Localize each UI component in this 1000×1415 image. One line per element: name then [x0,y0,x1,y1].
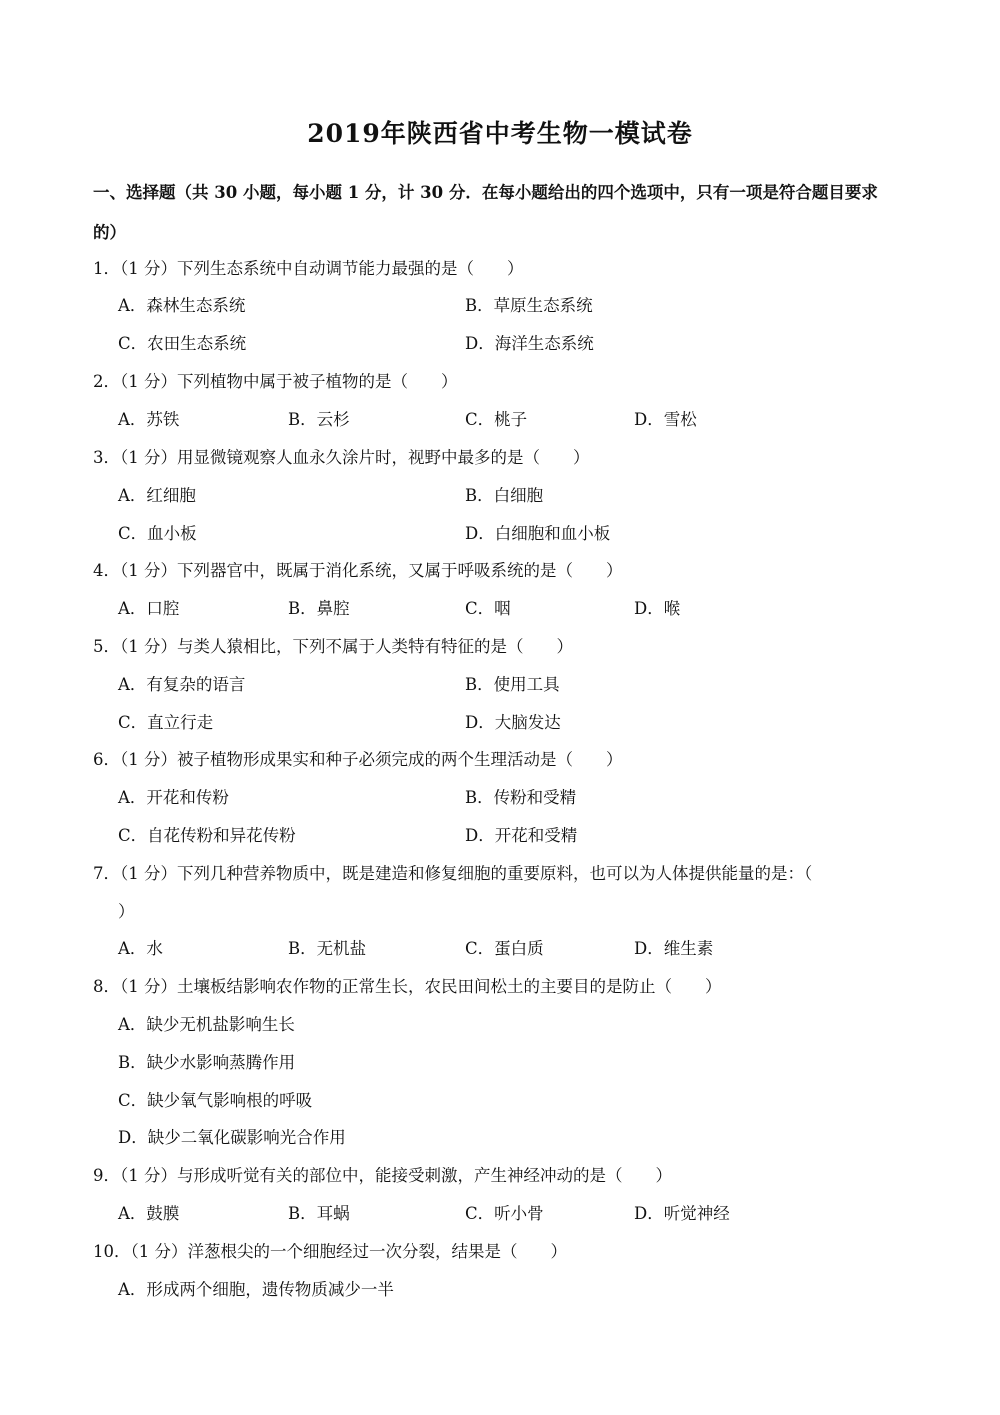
question-5-option-c[interactable]: C．直立行走 [118,713,214,732]
question-6-option-d[interactable]: D．开花和受精 [465,826,578,845]
question-6-option-a[interactable]: A．开花和传粉 [118,788,229,807]
question-4-option-c[interactable]: C．咽 [465,599,511,618]
question-5-option-a[interactable]: A．有复杂的语言 [118,675,246,694]
question-4-option-a[interactable]: A．口腔 [118,599,180,618]
question-8-option-b[interactable]: B．缺少水影响蒸腾作用 [118,1053,296,1072]
question-3-option-c[interactable]: C．血小板 [118,524,197,543]
question-4-option-b[interactable]: B．鼻腔 [288,599,350,618]
question-2-option-c[interactable]: C．桃子 [465,410,528,429]
question-1-option-d[interactable]: D．海洋生态系统 [465,334,594,353]
question-7-option-a[interactable]: A．水 [118,939,163,958]
question-5-option-b[interactable]: B．使用工具 [465,675,560,694]
question-9-option-c[interactable]: C．听小骨 [465,1204,544,1223]
question-10-stem: 10．（1 分）洋葱根尖的一个细胞经过一次分裂，结果是（ ） [93,1242,567,1261]
question-9-option-b[interactable]: B．耳蜗 [288,1204,350,1223]
question-1-option-c[interactable]: C．农田生态系统 [118,334,247,353]
question-9-option-a[interactable]: A．鼓膜 [118,1204,180,1223]
question-6-stem: 6．（1 分）被子植物形成果实和种子必须完成的两个生理活动是（ ） [93,750,623,769]
question-7-stem: 7．（1 分）下列几种营养物质中，既是建造和修复细胞的重要原料，也可以为人体提供能量的是：（ [93,864,813,883]
question-4-option-d[interactable]: D．喉 [634,599,681,618]
question-7-stem-continued: ） [118,902,135,921]
question-8-option-a[interactable]: A．缺少无机盐影响生长 [118,1015,295,1034]
question-6-option-b[interactable]: B．传粉和受精 [465,788,577,807]
question-2-option-b[interactable]: B．云杉 [288,410,350,429]
question-5-stem: 5．（1 分）与类人猿相比，下列不属于人类特有特征的是（ ） [93,637,573,656]
question-1-stem: 1．（1 分）下列生态系统中自动调节能力最强的是（ ） [93,259,524,278]
page-title: 2019年陕西省中考生物一模试卷 [307,119,693,148]
question-7-option-d[interactable]: D．维生素 [634,939,714,958]
question-1-option-a[interactable]: A．森林生态系统 [118,296,246,315]
question-3-option-b[interactable]: B．白细胞 [465,486,544,505]
question-4-stem: 4．（1 分）下列器官中，既属于消化系统，又属于呼吸系统的是（ ） [93,561,623,580]
question-10-option-a[interactable]: A．形成两个细胞，遗传物质减少一半 [118,1280,394,1299]
question-7-option-b[interactable]: B．无机盐 [288,939,367,958]
question-3-option-d[interactable]: D．白细胞和血小板 [465,524,611,543]
question-2-option-a[interactable]: A．苏铁 [118,410,180,429]
question-6-option-c[interactable]: C．自花传粉和异花传粉 [118,826,296,845]
question-8-option-c[interactable]: C．缺少氧气影响根的呼吸 [118,1091,313,1110]
question-7-option-c[interactable]: C．蛋白质 [465,939,544,958]
question-5-option-d[interactable]: D．大脑发达 [465,713,561,732]
section-heading-line-2: 的） [93,223,126,242]
question-8-stem: 8．（1 分）土壤板结影响农作物的正常生长，农民田间松土的主要目的是防止（ ） [93,977,722,996]
question-9-stem: 9．（1 分）与形成听觉有关的部位中，能接受刺激，产生神经冲动的是（ ） [93,1166,672,1185]
question-2-stem: 2．（1 分）下列植物中属于被子植物的是（ ） [93,372,458,391]
question-3-stem: 3．（1 分）用显微镜观察人血永久涂片时，视野中最多的是（ ） [93,448,590,467]
question-9-option-d[interactable]: D．听觉神经 [634,1204,730,1223]
question-1-option-b[interactable]: B．草原生态系统 [465,296,593,315]
section-heading-line-1: 一、选择题（共 30 小题，每小题 1 分，计 30 分．在每小题给出的四个选项中，只有一项是符合题目要求 [93,183,878,202]
question-2-option-d[interactable]: D．雪松 [634,410,697,429]
question-8-option-d[interactable]: D．缺少二氧化碳影响光合作用 [118,1128,346,1147]
question-3-option-a[interactable]: A．红细胞 [118,486,196,505]
